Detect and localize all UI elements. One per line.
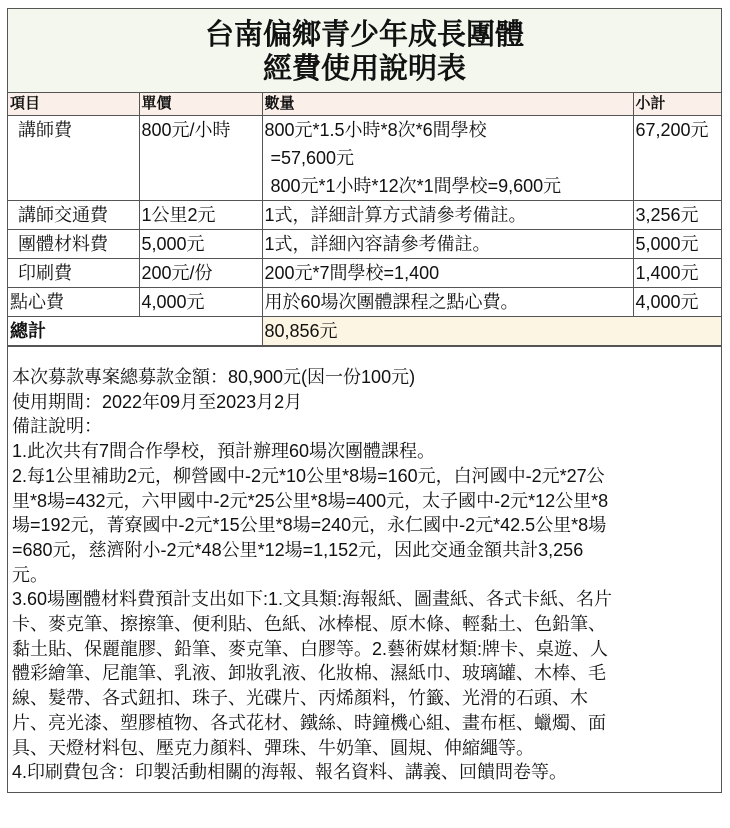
quantity-line: 800元*1小時*12次*1間學校=9,600元 xyxy=(270,176,562,196)
unit-price-cell: 4,000元 xyxy=(139,288,262,317)
sheet-title xyxy=(8,9,721,93)
header-row xyxy=(8,93,721,116)
subtotal-cell: 4,000元 xyxy=(633,288,721,317)
table-row xyxy=(8,288,721,317)
title-line-2: 經費使用說明表 xyxy=(262,51,466,85)
item-cell: 點心費 xyxy=(8,288,139,317)
total-value: 80,856元 xyxy=(262,317,721,346)
quantity-line: 800元*1.5小時*8次*6間學校 xyxy=(264,120,487,140)
unit-price-cell: 800元/小時 xyxy=(139,116,262,201)
unit-price-cell: 200元/份 xyxy=(139,259,262,288)
item-cell: 講師交通費 xyxy=(8,201,139,230)
quantity-cell: 用於60場次團體課程之點心費。 xyxy=(262,288,633,317)
header-quantity: 數量 xyxy=(262,93,633,116)
unit-price-cell: 1公里2元 xyxy=(139,201,262,230)
table-row xyxy=(8,259,721,288)
note-line: 場=192元，菁寮國中-2元*15公里*8場=240元，永仁國中-2元*42.5公里*8場 xyxy=(12,515,607,536)
note-line: 備註說明： xyxy=(12,416,102,437)
quantity-line: =57,600元 xyxy=(270,148,355,168)
quantity-cell: 200元*7間學校=1,400 xyxy=(262,259,633,288)
note-line: 黏土貼、保麗龍膠、鉛筆、麥克筆、白膠等。2.藝術媒材類:牌卡、桌遊、人 xyxy=(12,638,609,659)
note-line: 3.60場團體材料費預計支出如下:1.文具類:海報紙、圖畫紙、各式卡紙、名片 xyxy=(12,589,613,610)
subtotal-cell: 67,200元 xyxy=(633,116,721,201)
table-row xyxy=(8,116,721,201)
note-line: 元。 xyxy=(12,564,48,585)
quantity-cell: 1式，詳細內容請參考備註。 xyxy=(262,230,633,259)
title-line-1: 台南偏鄉青少年成長團體 xyxy=(204,17,524,51)
subtotal-cell: 1,400元 xyxy=(633,259,721,288)
notes-section xyxy=(8,346,721,792)
note-line: 卡、麥克筆、擦擦筆、便利貼、色紙、冰棒棍、原木條、輕黏土、色鉛筆、 xyxy=(12,614,606,635)
note-line: 1.此次共有7間合作學校，預計辦理60場次團體課程。 xyxy=(12,441,436,462)
item-cell: 印刷費 xyxy=(8,259,139,288)
header-unit-price: 單價 xyxy=(139,93,262,116)
note-line: 使用期間：2022年09月至2023月2月 xyxy=(12,391,303,412)
table-row xyxy=(8,230,721,259)
quantity-cell: 1式，詳細計算方式請參考備註。 xyxy=(262,201,633,230)
item-cell: 團體材料費 xyxy=(8,230,139,259)
note-line: 體彩繪筆、尼龍筆、乳液、卸妝乳液、化妝棉、濕紙巾、玻璃罐、木棒、毛 xyxy=(12,663,606,684)
expense-table xyxy=(8,93,721,346)
note-line: 2.每1公里補助2元，柳營國中-2元*10公里*8場=160元，白河國中-2元*27公 xyxy=(12,465,605,486)
unit-price-cell: 5,000元 xyxy=(139,230,262,259)
note-line: 里*8場=432元，六甲國中-2元*25公里*8場=400元，太子國中-2元*12公里*8 xyxy=(12,490,609,511)
note-line: 4.印刷費包含：印製活動相關的海報、報名資料、講義、回饋問卷等。 xyxy=(12,762,568,783)
header-item: 項目 xyxy=(8,93,139,116)
header-subtotal: 小計 xyxy=(633,93,721,116)
subtotal-cell: 3,256元 xyxy=(633,201,721,230)
note-line: 具、天燈材料包、壓克力顏料、彈珠、牛奶筆、圓規、伸縮繩等。 xyxy=(12,737,534,758)
expense-sheet xyxy=(7,8,722,793)
item-cell: 講師費 xyxy=(8,116,139,201)
note-line: 片、亮光漆、塑膠植物、各式花材、鐵絲、時鐘機心組、畫布框、蠟燭、面 xyxy=(12,712,606,733)
note-line: =680元，慈濟附小-2元*48公里*12場=1,152元，因此交通金額共計3,256 xyxy=(12,539,584,560)
subtotal-cell: 5,000元 xyxy=(633,230,721,259)
table-row xyxy=(8,201,721,230)
note-line: 本次募款專案總募款金額：80,900元(因一份100元) xyxy=(12,367,416,387)
note-line: 線、髮帶、各式鈕扣、珠子、光碟片、丙烯顏料，竹籤、光滑的石頭、木 xyxy=(12,688,588,709)
total-label: 總計 xyxy=(8,317,262,346)
quantity-cell xyxy=(262,116,633,201)
total-row xyxy=(8,317,721,346)
